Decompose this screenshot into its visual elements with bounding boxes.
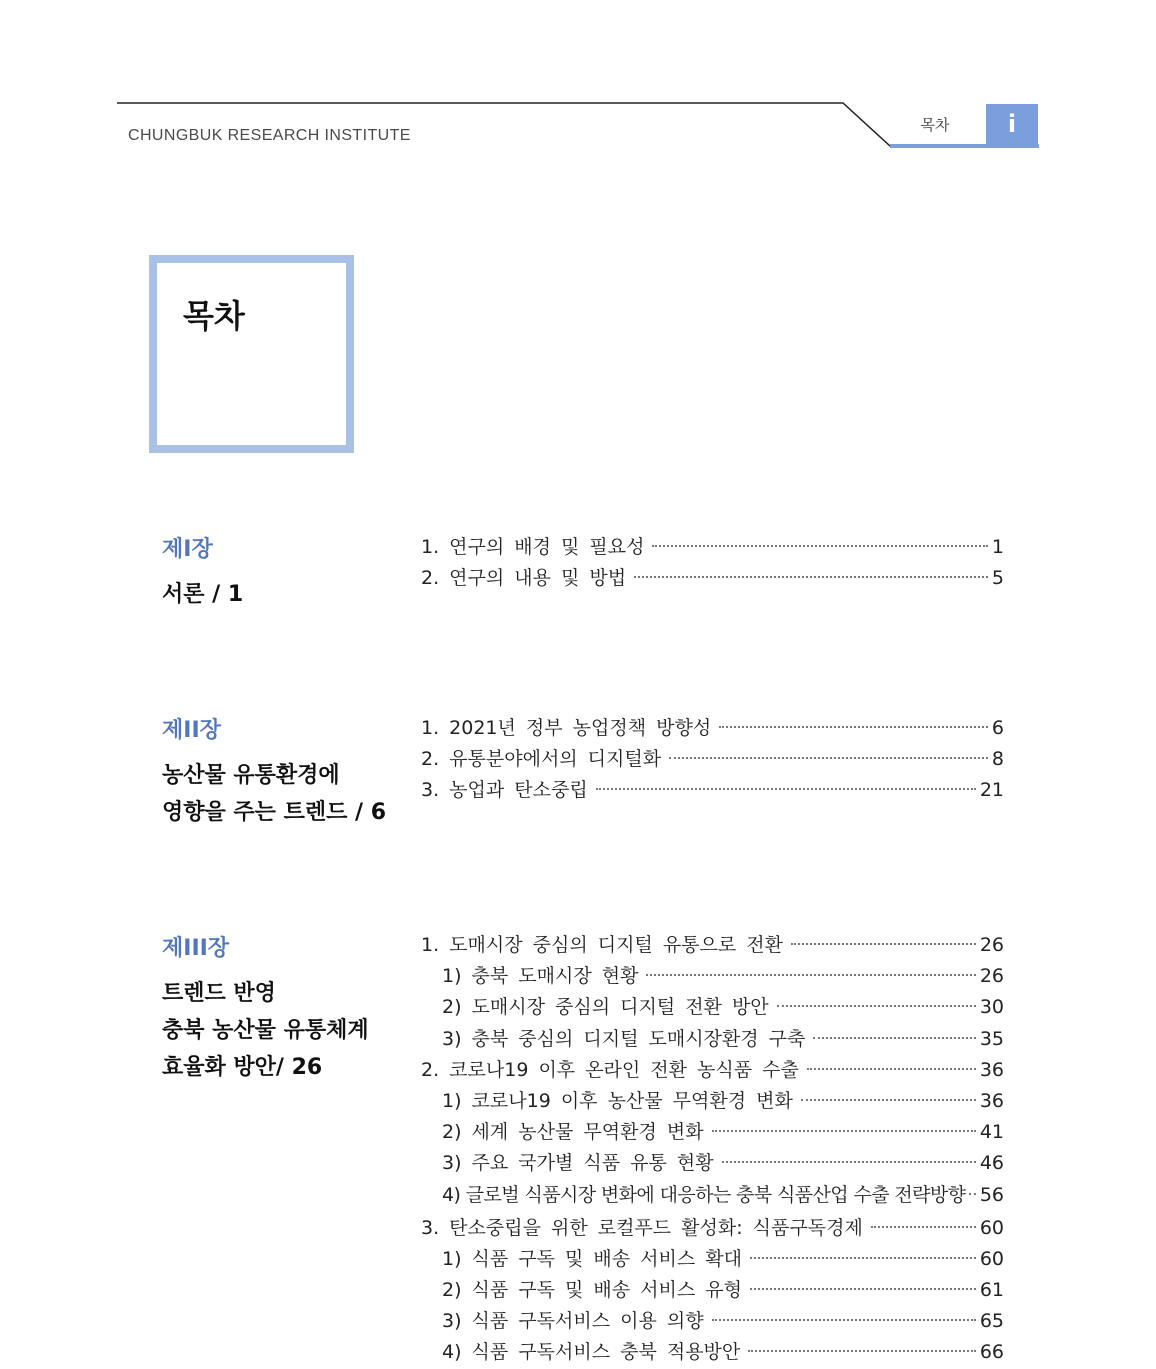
toc-entry-page: 30 <box>979 996 1004 1019</box>
toc-subentry[interactable] <box>421 1275 1004 1306</box>
toc-subentry[interactable] <box>421 1086 1004 1117</box>
chapter-number: 제III장 <box>162 936 230 961</box>
toc-subentry[interactable] <box>421 1117 1004 1148</box>
toc-entry-label: 2) 세계 농산물 무역환경 변화 <box>442 1121 704 1144</box>
toc-subentry[interactable] <box>421 1337 1004 1368</box>
chapter-1-heading <box>162 536 402 613</box>
toc-entry-page: 1 <box>991 536 1004 558</box>
toc-entry-label: 2. 유통분야에서의 디지털화 <box>421 748 662 771</box>
toc-subentry[interactable] <box>421 992 1004 1023</box>
toc-entry[interactable] <box>421 930 1004 961</box>
toc-title-box <box>149 255 354 453</box>
dot-leader <box>712 1129 976 1132</box>
toc-entry[interactable] <box>421 775 1004 806</box>
dot-leader <box>634 575 988 578</box>
toc-entry-page: 46 <box>979 1152 1004 1175</box>
toc-entry-page: 36 <box>979 1089 1004 1112</box>
section-label: 목차 <box>920 116 950 134</box>
toc-entry-label: 1) 코로나19 이후 농산물 무역환경 변화 <box>442 1089 793 1112</box>
toc-entry-page: 8 <box>991 748 1004 771</box>
dot-leader <box>652 544 987 547</box>
toc-entry-page: 5 <box>991 567 1004 590</box>
toc-entry[interactable] <box>421 713 1004 744</box>
toc-entry-page: 36 <box>979 1058 1004 1081</box>
page-number-underline <box>890 144 1039 148</box>
dot-leader <box>750 1256 976 1259</box>
toc-entry[interactable] <box>421 532 1004 563</box>
chapter-2-entries <box>421 713 1004 807</box>
toc-entry-label: 1) 충북 도매시장 현황 <box>442 965 639 988</box>
toc-entry-page: 6 <box>991 717 1004 739</box>
toc-entry-page: 21 <box>979 779 1004 802</box>
chapter-title: 농산물 유통환경에 <box>162 763 340 788</box>
toc-entry[interactable] <box>421 744 1004 775</box>
toc-entry-label: 1) 식품 구독 및 배송 서비스 확대 <box>442 1247 742 1270</box>
chapter-3-heading <box>162 935 402 1086</box>
toc-entry-label: 3) 충북 중심의 디지털 도매시장환경 구축 <box>442 1027 806 1050</box>
toc-entry-label: 2. 코로나19 이후 온라인 전환 농식품 수출 <box>421 1058 799 1081</box>
toc-title: 목차 <box>183 297 245 335</box>
dot-leader <box>813 1036 975 1039</box>
toc-entry-label: 3. 탄소중립을 위한 로컬푸드 활성화: 식품구독경제 <box>421 1216 863 1239</box>
toc-entry-label: 4) 글로벌 식품시장 변화에 대응하는 충북 식품산업 수출 전략방향 <box>442 1183 966 1206</box>
toc-entry-label: 3. 농업과 탄소중립 <box>421 779 588 802</box>
toc-entry-page: 60 <box>979 1216 1004 1239</box>
dot-leader <box>871 1225 976 1228</box>
toc-entry-label: 1. 연구의 배경 및 필요성 <box>421 536 645 558</box>
dot-leader <box>969 1192 975 1195</box>
dot-leader <box>719 725 988 728</box>
toc-entry-page: 26 <box>979 965 1004 988</box>
toc-entry-page: 35 <box>979 1027 1004 1050</box>
toc-entry-label: 3) 주요 국가별 식품 유통 현황 <box>442 1152 714 1175</box>
dot-leader <box>791 942 976 945</box>
chapter-title: 트렌드 반영 <box>162 981 276 1006</box>
dot-leader <box>712 1318 976 1321</box>
dot-leader <box>777 1004 976 1007</box>
chapter-title: 영향을 주는 트렌드 / 6 <box>162 800 386 825</box>
toc-entry-label: 3) 식품 구독서비스 이용 의향 <box>442 1310 704 1333</box>
toc-entry[interactable] <box>421 563 1004 594</box>
dot-leader <box>669 756 988 759</box>
chapter-2-heading <box>162 717 402 831</box>
toc-entry[interactable] <box>421 1213 1004 1244</box>
toc-entry-page: 66 <box>979 1341 1004 1364</box>
toc-entry[interactable] <box>421 1055 1004 1086</box>
toc-entry-page: 41 <box>979 1121 1004 1144</box>
toc-entry-label: 2) 식품 구독 및 배송 서비스 유형 <box>442 1279 742 1302</box>
toc-entry-label: 2) 도매시장 중심의 디지털 전환 방안 <box>442 996 769 1019</box>
chapter-title: 서론 / 1 <box>162 582 244 607</box>
page-number-badge: i <box>986 104 1038 144</box>
toc-subentry[interactable] <box>421 1306 1004 1337</box>
toc-entry-label: 1. 2021년 정부 농업정책 방향성 <box>421 717 712 739</box>
dot-leader <box>722 1160 976 1163</box>
chapter-title: 충북 농산물 유통체계 <box>162 1018 369 1043</box>
chapter-number: 제I장 <box>162 537 213 562</box>
chapter-number: 제II장 <box>162 718 221 743</box>
toc-entry-label: 4) 식품 구독서비스 충북 적용방안 <box>442 1341 741 1364</box>
chapter-title: 효율화 방안/ 26 <box>162 1055 323 1080</box>
toc-entry-page: 56 <box>979 1183 1004 1206</box>
toc-subentry[interactable] <box>421 1244 1004 1275</box>
toc-subentry[interactable] <box>421 1024 1004 1055</box>
institute-name: CHUNGBUK RESEARCH INSTITUTE <box>128 127 411 144</box>
toc-entry-label: 1. 도매시장 중심의 디지털 유통으로 전환 <box>421 934 783 956</box>
dot-leader <box>807 1067 976 1070</box>
toc-subentry[interactable] <box>421 1148 1004 1179</box>
toc-entry-page: 26 <box>979 934 1004 956</box>
toc-entry-page: 61 <box>979 1279 1004 1302</box>
dot-leader <box>750 1287 976 1290</box>
dot-leader <box>596 787 976 790</box>
toc-entry-label: 2. 연구의 내용 및 방법 <box>421 567 627 590</box>
toc-entry-page: 60 <box>979 1247 1004 1270</box>
toc-subentry[interactable] <box>421 961 1004 992</box>
dot-leader <box>748 1349 976 1352</box>
dot-leader <box>646 973 975 976</box>
dot-leader <box>801 1098 976 1101</box>
chapter-3-entries <box>421 930 1004 1369</box>
toc-subentry[interactable] <box>421 1180 1004 1211</box>
chapter-1-entries <box>421 532 1004 594</box>
toc-entry-page: 65 <box>979 1310 1004 1333</box>
